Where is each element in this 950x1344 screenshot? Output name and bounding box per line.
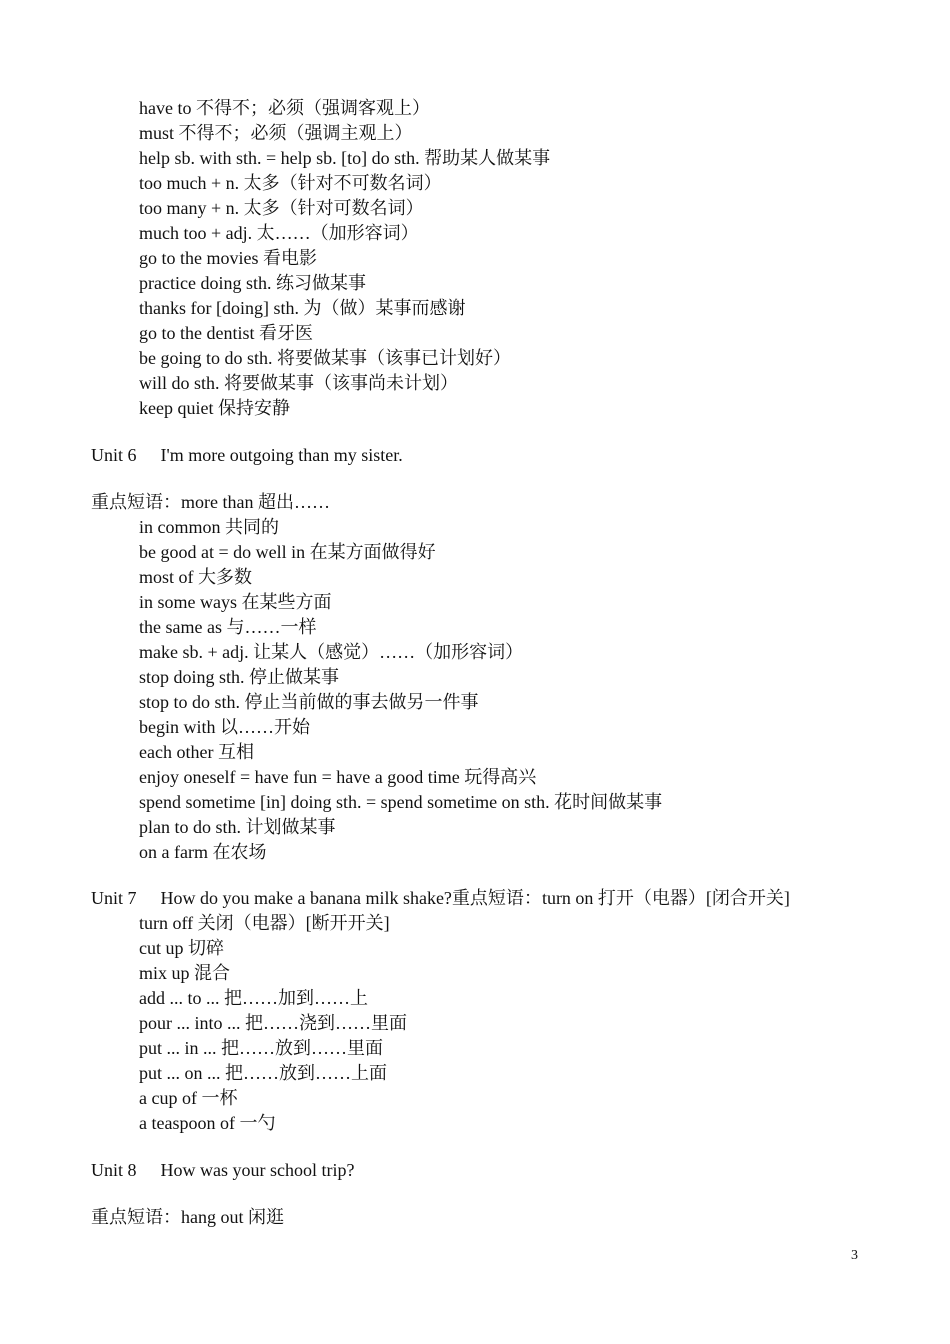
unit-label: Unit 6 bbox=[91, 445, 137, 465]
phrase-line: practice doing sth. 练习做某事 bbox=[139, 273, 366, 293]
phrase-line: go to the dentist 看牙医 bbox=[139, 323, 313, 343]
unit-label: Unit 7 bbox=[91, 888, 137, 908]
unit-label: Unit 8 bbox=[91, 1160, 137, 1180]
phrase-line: mix up 混合 bbox=[139, 963, 231, 983]
key-phrases-line bbox=[91, 490, 330, 515]
phrase-line: spend sometime [in] doing sth. = spend sometime on sth. 花时间做某事 bbox=[139, 792, 663, 812]
phrase-line: a cup of 一杯 bbox=[139, 1088, 238, 1108]
key-phrases-label: 重点短语： bbox=[91, 1207, 181, 1227]
phrase-line: stop to do sth. 停止当前做的事去做另一件事 bbox=[139, 692, 479, 712]
unit-title: How do you make a banana milk shake? bbox=[160, 888, 452, 908]
unit-title: I'm more outgoing than my sister. bbox=[160, 445, 403, 465]
phrase-line: a teaspoon of 一勺 bbox=[139, 1113, 276, 1133]
phrase-line: will do sth. 将要做某事（该事尚未计划） bbox=[139, 373, 459, 393]
phrase-line: thanks for [doing] sth. 为（做）某事而感谢 bbox=[139, 298, 466, 318]
phrase-line: too much + n. 太多（针对不可数名词） bbox=[139, 173, 442, 193]
phrase-line: stop doing sth. 停止做某事 bbox=[139, 667, 340, 687]
key-phrases-label: 重点短语： bbox=[91, 492, 181, 512]
unit-heading bbox=[91, 1158, 354, 1183]
page-number: 3 bbox=[851, 1248, 858, 1263]
key-phrases-line bbox=[91, 1205, 284, 1230]
phrase-line: in some ways 在某些方面 bbox=[139, 592, 332, 612]
phrase-line: too many + n. 太多（针对可数名词） bbox=[139, 198, 424, 218]
unit-heading bbox=[91, 886, 790, 911]
phrase-line: have to 不得不；必须（强调客观上） bbox=[139, 98, 430, 118]
phrase-line: plan to do sth. 计划做某事 bbox=[139, 817, 336, 837]
phrase-line: most of 大多数 bbox=[139, 567, 253, 587]
phrase-line: enjoy oneself = have fun = have a good time 玩得高兴 bbox=[139, 767, 537, 787]
phrase-line: hang out 闲逛 bbox=[181, 1207, 284, 1227]
key-phrases-label: 重点短语： bbox=[451, 888, 542, 908]
phrase-line: be good at = do well in 在某方面做得好 bbox=[139, 542, 436, 562]
phrase-line: the same as 与……一样 bbox=[139, 617, 317, 637]
unit-heading bbox=[91, 443, 403, 468]
phrase-line: keep quiet 保持安静 bbox=[139, 398, 290, 418]
unit-title: How was your school trip? bbox=[160, 1160, 355, 1180]
phrase-line: pour ... into ... 把……浇到……里面 bbox=[139, 1013, 407, 1033]
phrase-line: in common 共同的 bbox=[139, 517, 279, 537]
phrase-line: begin with 以……开始 bbox=[139, 717, 310, 737]
phrase-line: cut up 切碎 bbox=[139, 938, 224, 958]
phrase-line: make sb. + adj. 让某人（感觉）……（加形容词） bbox=[139, 642, 524, 662]
phrase-line: put ... on ... 把……放到……上面 bbox=[139, 1063, 388, 1083]
phrase-line: each other 互相 bbox=[139, 742, 254, 762]
phrase-line: add ... to ... 把……加到……上 bbox=[139, 988, 368, 1008]
phrase-line: turn off 关闭（电器）[断开开关] bbox=[139, 913, 390, 933]
phrase-line: much too + adj. 太……（加形容词） bbox=[139, 223, 419, 243]
phrase-line: go to the movies 看电影 bbox=[139, 248, 317, 268]
phrase-line: on a farm 在农场 bbox=[139, 842, 267, 862]
phrase-line: more than 超出…… bbox=[181, 492, 330, 512]
phrase-line: be going to do sth. 将要做某事（该事已计划好） bbox=[139, 348, 511, 368]
phrase-line: turn on 打开（电器）[闭合开关] bbox=[541, 888, 790, 908]
phrase-line: put ... in ... 把……放到……里面 bbox=[139, 1038, 384, 1058]
phrase-line: help sb. with sth. = help sb. [to] do sth. 帮助某人做某事 bbox=[139, 148, 551, 168]
phrase-line: must 不得不；必须（强调主观上） bbox=[139, 123, 413, 143]
